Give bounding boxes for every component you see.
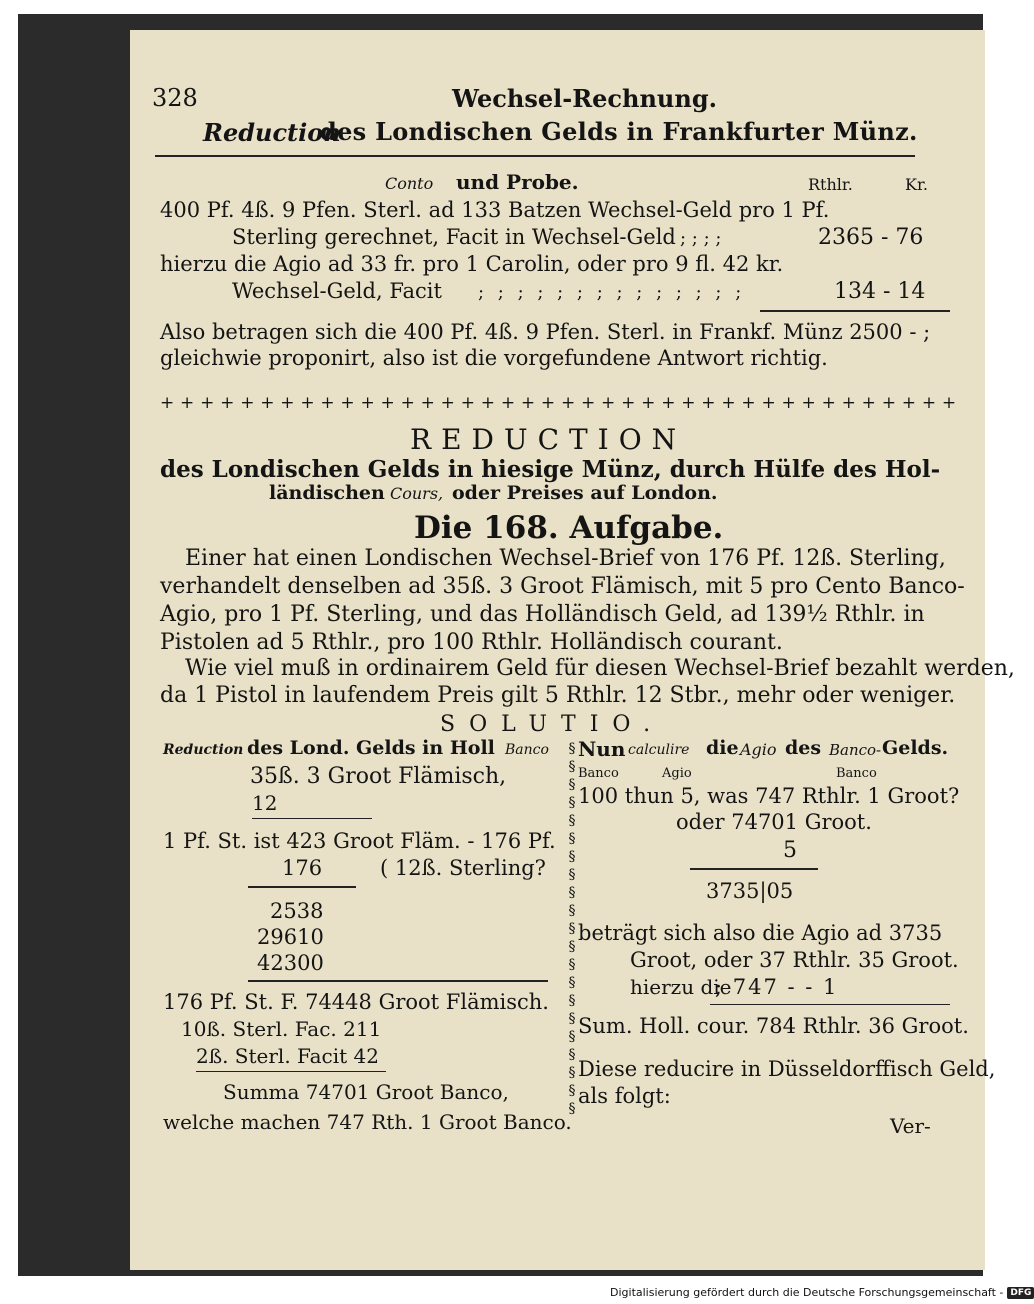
- left-line-3: 1 Pf. St. ist 423 Groot Fläm. - 176 Pf.: [163, 829, 556, 853]
- dfg-logo: DFG: [1007, 1287, 1034, 1299]
- left-rule-1: [252, 818, 372, 819]
- footer-credit: [610, 1286, 1034, 1299]
- header-rule: [155, 155, 915, 157]
- separator-mark: §: [568, 849, 576, 865]
- probe-line-1: 400 Pf. 4ß. 9 Pfen. Sterl. ad 133 Batzen Wechsel-Geld pro 1 Pf.: [160, 198, 830, 222]
- separator-mark: §: [568, 813, 576, 829]
- separator-mark: §: [568, 1083, 576, 1099]
- separator-mark: §: [568, 1047, 576, 1063]
- reduction-subtitle-2c: oder Preises auf London.: [452, 482, 718, 504]
- separator-mark: §: [568, 939, 576, 955]
- probe-line-3: hierzu die Agio ad 33 fr. pro 1 Carolin, oder pro 9 fl. 42 kr.: [160, 252, 784, 276]
- left-line-2: 12: [252, 791, 278, 815]
- left-rule-3: [248, 980, 548, 982]
- separator-mark: §: [568, 777, 576, 793]
- right-heading-italic-3: Banco-: [829, 741, 882, 759]
- separator-mark: §: [568, 1065, 576, 1081]
- right-heading-4: Gelds.: [882, 737, 949, 759]
- left-rule-2: [248, 886, 356, 888]
- separator-mark: §: [568, 867, 576, 883]
- separator-mark: §: [568, 1029, 576, 1045]
- left-line-1: 35ß. 3 Groot Flämisch,: [250, 764, 507, 789]
- right-heading-italic-2: Agio: [740, 740, 777, 759]
- reduction-subtitle-1: des Londischen Gelds in hiesige Münz, durch Hülfe des Hol-: [160, 456, 941, 483]
- probe-heading: und Probe.: [456, 170, 579, 194]
- left-heading: des Lond. Gelds in Holl: [247, 737, 495, 759]
- probe-result-1: Also betragen sich die 400 Pf. 4ß. 9 Pfen. Sterl. in Frankf. Münz 2500 - ;: [160, 320, 931, 344]
- aufgabe-heading: Die 168. Aufgabe.: [414, 510, 724, 546]
- right-line-6: Groot, oder 37 Rthlr. 35 Groot.: [630, 948, 959, 972]
- left-line-4b: ( 12ß. Sterling?: [380, 856, 546, 880]
- separator-mark: §: [568, 885, 576, 901]
- left-line-9: 10ß. Sterl. Fac. 211: [181, 1017, 382, 1041]
- separator-mark: §: [568, 759, 576, 775]
- aufgabe-line-2: verhandelt denselben ad 35ß. 3 Groot Flämisch, mit 5 pro Cento Banco-: [160, 574, 965, 599]
- probe-result-2: gleichwie proponirt, also ist die vorgefundene Antwort richtig.: [160, 346, 828, 370]
- probe-value-2: 134 - 14: [834, 279, 926, 304]
- aufgabe-line-5: Wie viel muß in ordinairem Geld für diesen Wechsel-Brief bezahlt werden,: [185, 656, 1015, 681]
- col-kr: Kr.: [905, 175, 928, 194]
- separator-mark: §: [568, 975, 576, 991]
- right-line-5: beträgt sich also die Agio ad 3735: [578, 921, 943, 945]
- running-head: Wechsel-Rechnung.: [452, 84, 717, 113]
- section-title: des Londischen Gelds in Frankfurter Münz.: [320, 117, 918, 146]
- left-line-7: 42300: [257, 951, 324, 975]
- reduction-subtitle-2b: Cours,: [390, 484, 444, 503]
- right-line-7a: hierzu die: [630, 975, 732, 999]
- right-rule-1: [690, 868, 818, 870]
- right-heading-italic: calculire: [628, 742, 690, 758]
- right-line-9: Diese reducire in Düsseldorffisch Geld,: [578, 1057, 996, 1081]
- left-heading-small: Banco: [505, 742, 549, 758]
- probe-sum-rule: [760, 310, 950, 312]
- probe-line-2: Sterling gerechnet, Facit in Wechsel-Geld: [232, 225, 676, 249]
- left-rule-4: [196, 1071, 386, 1072]
- right-line-7b: ; 747 - - 1: [715, 975, 839, 999]
- aufgabe-line-4: Pistolen ad 5 Rthlr., pro 100 Rthlr. Holländisch courant.: [160, 630, 783, 655]
- left-line-11: Summa 74701 Groot Banco,: [223, 1080, 509, 1104]
- catchword: Ver-: [890, 1114, 931, 1138]
- separator-mark: §: [568, 741, 576, 757]
- label-agio: Agio: [662, 766, 692, 781]
- page-number: 328: [152, 84, 198, 112]
- right-line-10: als folgt:: [578, 1084, 671, 1108]
- right-line-1: 100 thun 5, was 747 Rthlr. 1 Groot?: [578, 784, 960, 808]
- right-heading: Nun: [578, 737, 626, 761]
- probe-value-1: 2365 - 76: [818, 225, 924, 250]
- aufgabe-line-1: Einer hat einen Londischen Wechsel-Brief von 176 Pf. 12ß. Sterling,: [185, 546, 946, 571]
- separator-mark: §: [568, 831, 576, 847]
- reduction-title: REDUCTION: [410, 423, 687, 456]
- probe-dots-1: ; ; ; ;: [680, 228, 722, 249]
- right-line-8: Sum. Holl. cour. 784 Rthlr. 36 Groot.: [578, 1014, 969, 1038]
- footer-text: Digitalisierung gefördert durch die Deutsche Forschungsgemeinschaft -: [610, 1286, 1004, 1299]
- left-line-12: welche machen 747 Rth. 1 Groot Banco.: [163, 1110, 572, 1134]
- separator-mark: §: [568, 1011, 576, 1027]
- right-heading-3: des: [785, 737, 822, 759]
- separator-mark: §: [568, 903, 576, 919]
- probe-line-4: Wechsel-Geld, Facit: [232, 279, 442, 303]
- label-banco-2: Banco: [836, 766, 877, 781]
- col-rthlr: Rthlr.: [808, 175, 853, 194]
- reduction-subtitle-2a: ländischen: [269, 482, 385, 504]
- right-heading-2: die: [706, 737, 739, 759]
- right-rule-2: [710, 1004, 950, 1005]
- right-line-2: oder 74701 Groot.: [676, 810, 872, 834]
- solutio-title: SOLUTIO.: [440, 712, 665, 737]
- ornament-row: + + + + + + + + + + + + + + + + + + + + + + + + + + + + + + + + + + + + + + + +: [160, 393, 957, 413]
- label-banco-1: Banco: [578, 766, 619, 781]
- left-line-6: 29610: [257, 925, 324, 949]
- separator-mark: §: [568, 921, 576, 937]
- right-line-4: 3735|05: [706, 879, 794, 903]
- probe-heading-italic: Conto: [385, 174, 434, 193]
- section-title-prefix: Reduction: [203, 118, 341, 147]
- right-line-3: 5: [783, 838, 797, 863]
- separator-mark: §: [568, 957, 576, 973]
- left-line-5: 2538: [270, 899, 324, 923]
- left-heading-italic: Reduction: [163, 742, 244, 758]
- left-line-10: 2ß. Sterl. Facit 42: [196, 1044, 379, 1068]
- separator-mark: §: [568, 795, 576, 811]
- aufgabe-line-6: da 1 Pistol in laufendem Preis gilt 5 Rthlr. 12 Stbr., mehr oder weniger.: [160, 683, 956, 708]
- aufgabe-line-3: Agio, pro 1 Pf. Sterling, und das Holländisch Geld, ad 139½ Rthlr. in: [160, 602, 925, 627]
- probe-dots-2: ; ; ; ; ; ; ; ; ; ; ; ; ; ;: [478, 282, 746, 303]
- separator-mark: §: [568, 993, 576, 1009]
- separator-mark: §: [568, 1101, 576, 1117]
- left-line-4a: 176: [282, 856, 323, 880]
- left-line-8: 176 Pf. St. F. 74448 Groot Flämisch.: [163, 990, 549, 1014]
